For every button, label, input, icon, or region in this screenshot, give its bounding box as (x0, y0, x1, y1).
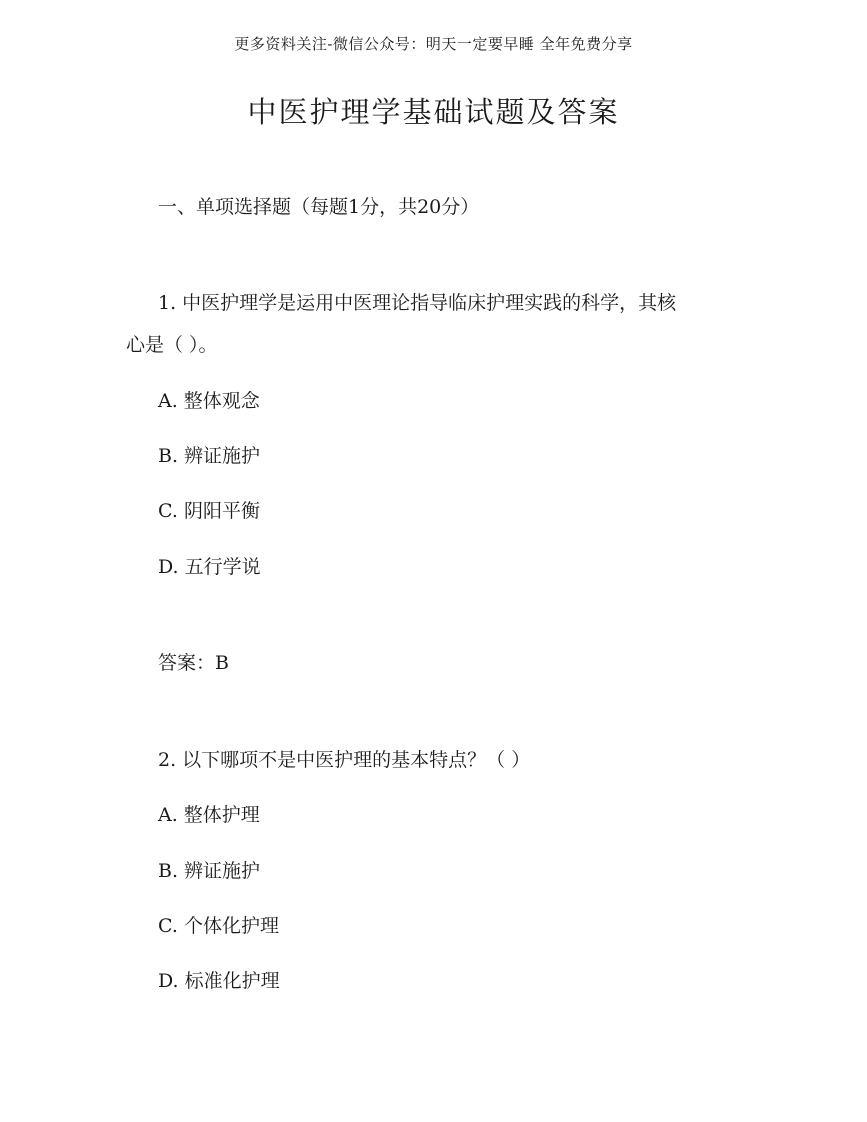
section-heading: 一、单项选择题（每题1分，共20分） (158, 196, 480, 218)
question-2-option-d: D. 标准化护理 (158, 970, 280, 992)
question-1-option-c: C. 阴阳平衡 (158, 500, 260, 522)
question-1-answer: 答案：B (158, 652, 229, 674)
question-1-stem: 1. 中医护理学是运用中医理论指导临床护理实践的科学，其核 (158, 292, 677, 314)
question-1-option-a: A. 整体观念 (158, 390, 260, 412)
question-1-option-d: D. 五行学说 (158, 556, 261, 578)
question-2-option-c: C. 个体化护理 (158, 915, 279, 937)
question-1-option-b: B. 辨证施护 (158, 445, 261, 467)
question-2-option-a: A. 整体护理 (158, 804, 260, 826)
question-2-option-b: B. 辨证施护 (158, 860, 261, 882)
page-title: 中医护理学基础试题及答案 (247, 95, 620, 129)
question-1-stem-continued: 心是（ ）。 (126, 334, 218, 356)
question-2-stem: 2. 以下哪项不是中医护理的基本特点？（ ） (158, 749, 531, 771)
header-note: 更多资料关注-微信公众号：明天一定要早睡 全年免费分享 (234, 35, 633, 53)
